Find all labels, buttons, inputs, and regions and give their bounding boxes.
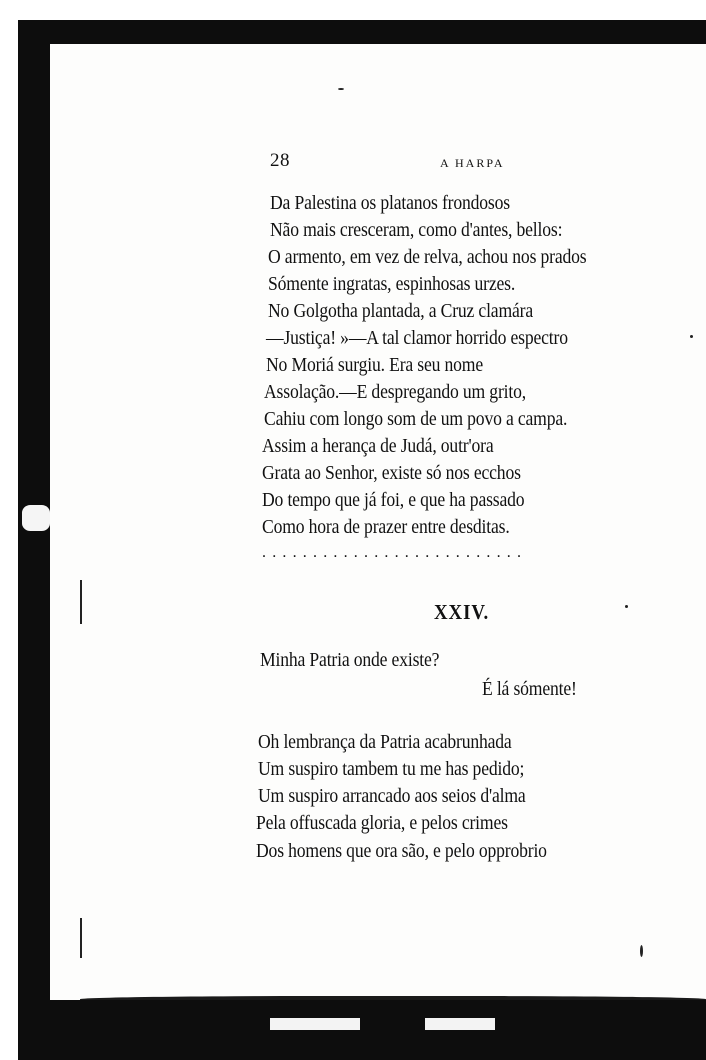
page-header (270, 150, 510, 172)
epigraph-line: Minha Patria onde existe? (260, 649, 440, 671)
verse-line: Assim a herança de Judá, outr'ora (262, 435, 494, 457)
section-title: XXIV. (434, 600, 490, 624)
running-head: A HARPA (440, 156, 505, 170)
verse-line: Assolação.—E despregando um grito, (264, 381, 526, 403)
verse-line: Pela offuscada gloria, e pelos crimes (256, 812, 508, 834)
scan-border-bottom (18, 1000, 706, 1060)
scan-border-top (18, 20, 706, 44)
verse-line: No Golgotha plantada, a Cruz clamára (268, 300, 534, 322)
verse-line: Grata ao Senhor, existe só nos ecchos (262, 462, 521, 484)
verse-line: No Moriá surgiu. Era seu nome (266, 354, 483, 376)
verse-line: O armento, em vez de relva, achou nos prados (268, 246, 587, 268)
verse-line: —Justiça! »—A tal clamor horrido espectro (266, 327, 568, 349)
scan-speck (80, 580, 82, 624)
verse-line: Cahiu com longo som de um povo a campa. (264, 408, 568, 430)
page-number: 28 (270, 150, 290, 171)
scan-noise (425, 1018, 495, 1030)
scan-speck (22, 505, 50, 531)
verse-line: Da Palestina os platanos frondosos (270, 192, 510, 214)
verse-line: Sómente ingratas, espinhosas urzes. (268, 273, 516, 295)
scan-speck (640, 945, 643, 957)
scan-speck (338, 88, 344, 90)
verse-line: Um suspiro arrancado aos seios d'alma (258, 785, 526, 807)
epigraph-line: É lá sómente! (482, 678, 577, 700)
scan-noise (270, 1018, 360, 1030)
verse-line: Como hora de prazer entre desditas. (262, 516, 510, 538)
verse-line: Dos homens que ora são, e pelo opprobrio (256, 840, 547, 862)
verse-line: Um suspiro tambem tu me has pedido; (258, 758, 525, 780)
verse-line: Oh lembrança da Patria acabrunhada (258, 731, 512, 753)
scan-speck (690, 335, 693, 338)
scan-speck (80, 918, 82, 958)
verse-line: Do tempo que já foi, e que ha passado (262, 489, 525, 511)
verse-line: Não mais cresceram, como d'antes, bellos: (270, 219, 563, 241)
scan-speck (625, 605, 628, 608)
dotted-separator: .......................... (262, 544, 528, 561)
